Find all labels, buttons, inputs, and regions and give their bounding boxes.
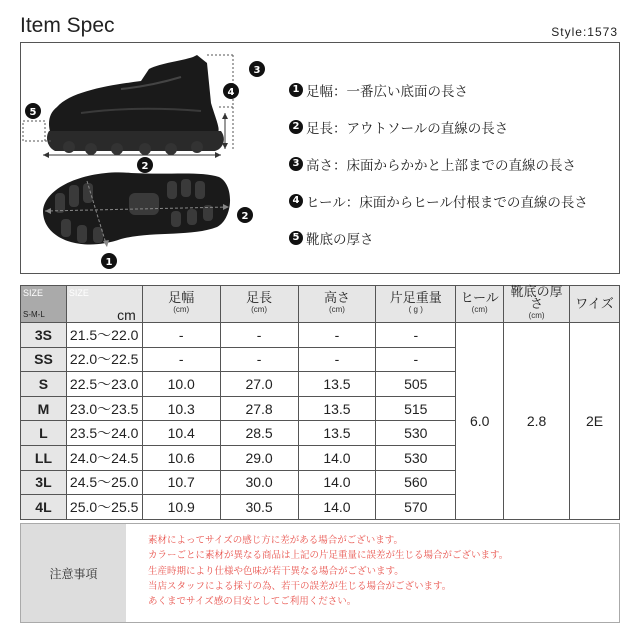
svg-text:5: 5 bbox=[29, 107, 37, 118]
column-header: 片足重量 ( g ) bbox=[376, 286, 456, 323]
marker-3 bbox=[249, 61, 265, 77]
table-row: 3L 24.5～25.0 10.7 30.0 14.0 560 bbox=[21, 470, 620, 495]
size-table bbox=[20, 285, 620, 520]
svg-text:1: 1 bbox=[105, 257, 113, 268]
marker-4 bbox=[223, 83, 239, 99]
notice-line: 生産時期により仕様や色味が若干異なる場合がございます。 bbox=[148, 565, 404, 577]
notice-line: カラーごとに素材が異なる商品は上記の片足重量に誤差が生じる場合がございます。 bbox=[148, 550, 509, 562]
table-row: LL 24.0～24.5 10.6 29.0 14.0 530 bbox=[21, 445, 620, 470]
column-header: 靴底の厚さ (cm) bbox=[504, 286, 570, 323]
column-header: 足長 (cm) bbox=[220, 286, 298, 323]
notice-line: 当店スタッフによる採寸の為、若干の誤差が生じる場合がございます。 bbox=[148, 580, 452, 592]
shoe-sole-image bbox=[43, 172, 230, 244]
legend-item: 3 高さ：床面からかかと上部までの直線の長さ bbox=[289, 145, 619, 182]
column-header: ヒール (cm) bbox=[456, 286, 504, 323]
svg-text:3: 3 bbox=[253, 65, 261, 76]
sole-value: 2.8 bbox=[504, 323, 570, 520]
marker-5 bbox=[25, 103, 41, 119]
notice-label: 注意事項 bbox=[21, 524, 126, 622]
legend-item: 4 ヒール：床面からヒール付根までの直線の長さ bbox=[289, 182, 619, 219]
legend-item: 2 足長：アウトソールの直線の長さ bbox=[289, 108, 619, 145]
svg-text:2: 2 bbox=[241, 211, 249, 222]
notice-line: 素材によってサイズの感じ方に差がある場合がございます。 bbox=[148, 535, 403, 546]
notice-box bbox=[20, 523, 620, 623]
notice-line: あくまでサイズ感の目安としてご利用ください。 bbox=[148, 596, 357, 608]
legend-item: 5 靴底の厚さ bbox=[289, 219, 619, 256]
marker-2a bbox=[137, 157, 153, 173]
table-row: S 22.5～23.0 10.0 27.0 13.5 505 bbox=[21, 372, 620, 397]
table-row: L 23.5～24.0 10.4 28.5 13.5 530 bbox=[21, 421, 620, 446]
heel-value: 6.0 bbox=[456, 323, 504, 520]
marker-2b bbox=[237, 207, 253, 223]
table-row: 3S 21.5～22.0 - - - - 6.0 2.8 2E bbox=[21, 323, 620, 348]
svg-text:2: 2 bbox=[141, 161, 149, 172]
marker-1 bbox=[101, 253, 117, 269]
shoe-diagram bbox=[21, 43, 286, 273]
table-row: 4L 25.0～25.5 10.9 30.5 14.0 570 bbox=[21, 495, 620, 520]
column-header: 高さ (cm) bbox=[298, 286, 376, 323]
column-header: ワイズ bbox=[570, 286, 620, 323]
spec-panel bbox=[20, 42, 620, 274]
notice-body bbox=[126, 524, 619, 622]
size-corner-header: SIZE S-M-L bbox=[21, 286, 67, 323]
column-header: 足幅 (cm) bbox=[142, 286, 220, 323]
cm-corner-header: SIZE cm bbox=[66, 286, 142, 323]
table-row: SS 22.0～22.5 - - - - bbox=[21, 347, 620, 372]
legend-item: 1 足幅：一番広い底面の長さ bbox=[289, 71, 619, 108]
style-code: Style:1573 bbox=[551, 25, 618, 39]
table-row: M 23.0～23.5 10.3 27.8 13.5 515 bbox=[21, 396, 620, 421]
svg-text:4: 4 bbox=[227, 87, 235, 98]
wise-value: 2E bbox=[570, 323, 620, 520]
measurement-legend bbox=[289, 71, 619, 256]
shoe-side-image bbox=[47, 55, 224, 155]
page-title: Item Spec bbox=[20, 14, 115, 37]
